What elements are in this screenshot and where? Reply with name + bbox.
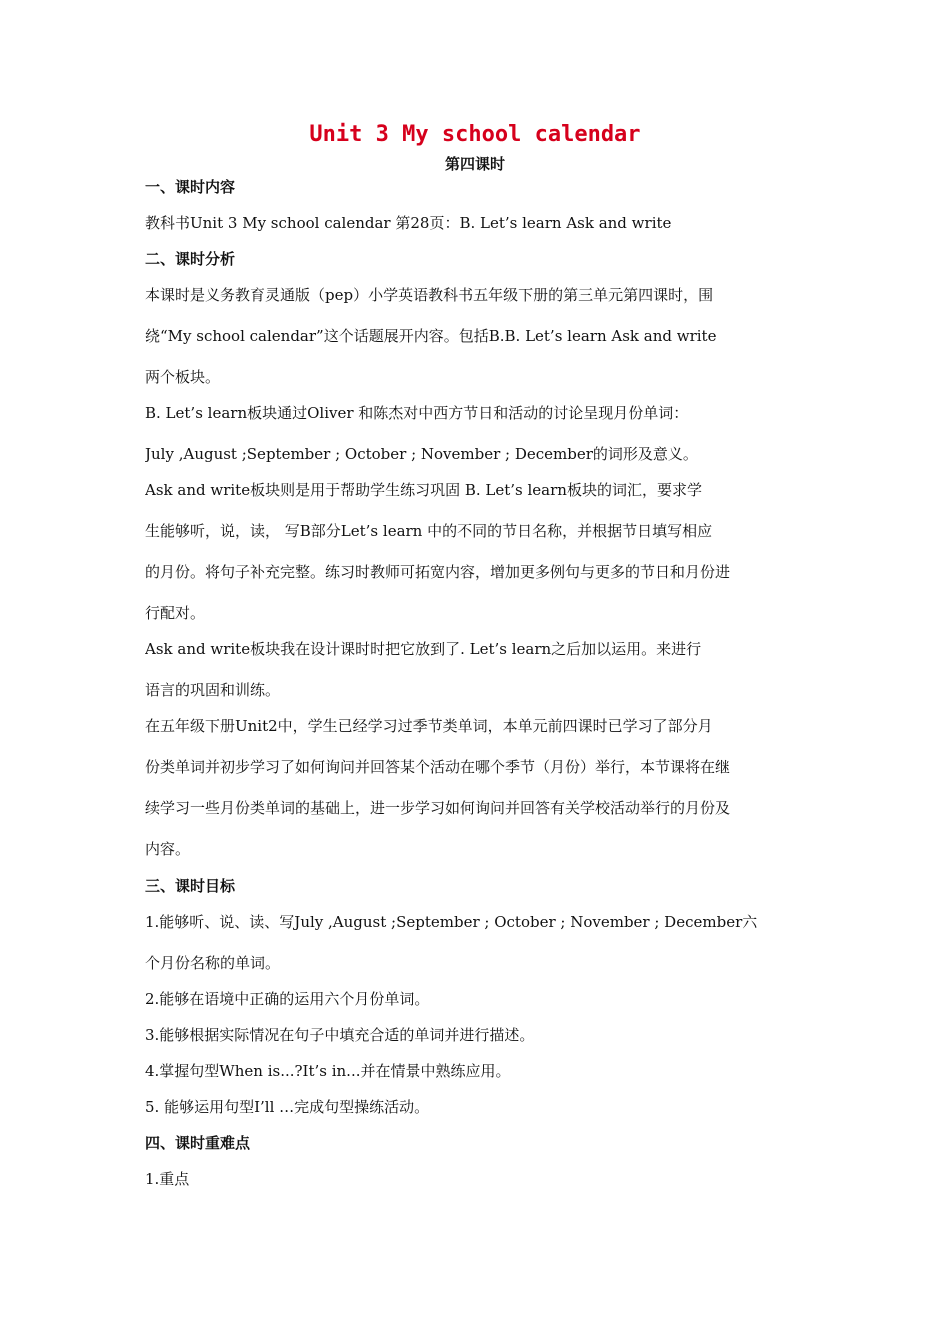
list-item: 1.能够听、说、读、写July ,August ;September ; October ; November ; December六 <box>145 913 758 931</box>
paragraph-line: 本课时是义务教育灵通版（pep）小学英语教科书五年级下册的第三单元第四课时，围 <box>145 286 714 304</box>
paragraph-line: 续学习一些月份类单词的基础上，进一步学习如何询问并回答有关学校活动举行的月份及 <box>145 799 731 817</box>
section-heading-content: 一、课时内容 <box>145 178 236 196</box>
paragraph-line: 的月份。将句子补充完整。练习时教师可拓宽内容，增加更多例句与更多的节日和月份进 <box>145 563 731 581</box>
document-title: Unit 3 My school calendar <box>309 122 641 147</box>
paragraph-line: 绕“My school calendar”这个话题展开内容。包括B.B. Let’s learn Ask and write <box>145 327 717 345</box>
paragraph-line: Ask and write板块则是用于帮助学生练习巩固 B. Let’s learn板块的词汇，要求学 <box>145 481 702 499</box>
list-item: 5. 能够运用句型I’ll …完成句型操练活动。 <box>145 1098 430 1116</box>
section-heading-key-points: 四、课时重难点 <box>145 1134 251 1152</box>
list-item: 1.重点 <box>145 1170 190 1188</box>
paragraph-line: 内容。 <box>145 840 191 858</box>
lesson-subtitle: 第四课时 <box>444 155 505 173</box>
paragraph-line: 行配对。 <box>145 604 206 622</box>
section-heading-goals: 三、课时目标 <box>145 877 236 895</box>
paragraph-line: 两个板块。 <box>145 368 221 386</box>
list-item-continuation: 个月份名称的单词。 <box>145 954 281 972</box>
paragraph-line: Ask and write板块我在设计课时时把它放到了. Let’s learn之后加以运用。来进行 <box>145 640 702 658</box>
paragraph-line: 在五年级下册Unit2中，学生已经学习过季节类单词，本单元前四课时已学习了部分月 <box>145 717 713 735</box>
list-item: 2.能够在语境中正确的运用六个月份单词。 <box>145 990 430 1008</box>
paragraph-line: 份类单词并初步学习了如何询问并回答某个活动在哪个季节（月份）举行，本节课将在继 <box>145 758 731 776</box>
paragraph-line: 教科书Unit 3 My school calendar 第28页：B. Let’s learn Ask and write <box>145 214 672 232</box>
paragraph-line: 生能够听，说，读， 写B部分Let’s learn 中的不同的节日名称，并根据节日填写相应 <box>145 522 713 540</box>
paragraph-line: B. Let’s learn板块通过Oliver 和陈杰对中西方节日和活动的讨论呈现月份单词： <box>145 404 689 422</box>
list-item: 3.能够根据实际情况在句子中填充合适的单词并进行描述。 <box>145 1026 535 1044</box>
list-item: 4.掌握句型When is...?It’s in...并在情景中熟练应用。 <box>145 1062 511 1080</box>
paragraph-line: July ,August ;September ; October ; November ; December的词形及意义。 <box>145 445 698 463</box>
section-heading-analysis: 二、课时分析 <box>145 250 236 268</box>
paragraph-line: 语言的巩固和训练。 <box>145 681 281 699</box>
